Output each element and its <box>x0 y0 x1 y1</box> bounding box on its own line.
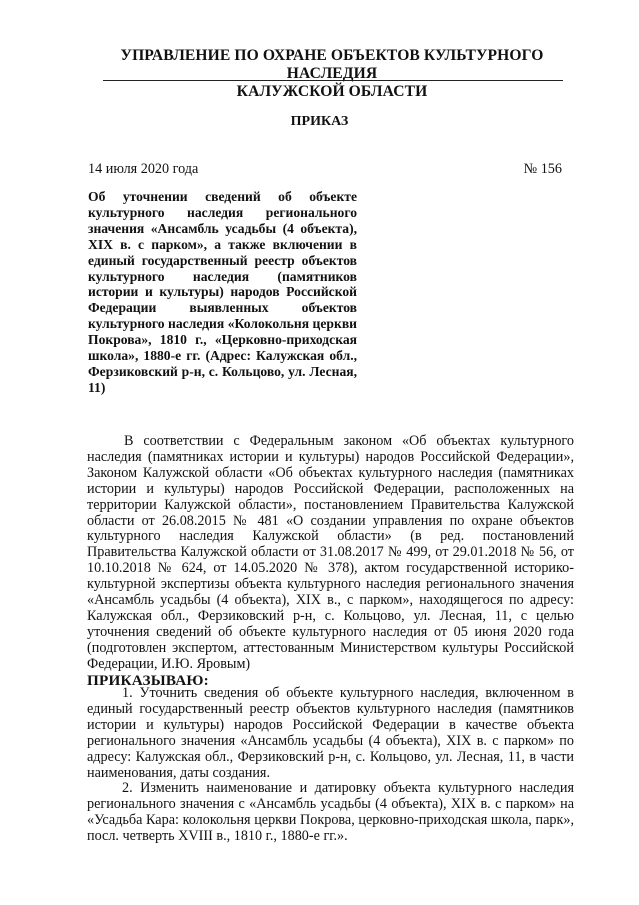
order-number: № 156 <box>523 161 562 177</box>
order-item: 2. Изменить наименование и датировку объекта культурного наследия регионального значения с «Ансамбль усадьбы (4 объекта), XIX в. с парком» на «Усадьба Кара: колокольня церкви Покрова, церковно-приходская школа, парк», посл. четверть XVIII в., 1810 г., 1880-е гг.». <box>87 780 574 845</box>
order-items <box>87 686 574 845</box>
order-title: Об уточнении сведений об объекте культурного наследия регионального значения «Ансамбль усадьбы (4 объекта), XIX в. с парком», а также включении в единый государственный реестр объектов культурного наследия (памятников истории и культуры) народов Российской Федерации выявленных объектов культурного наследия «Колокольня церкви Покрова», 1810 г., «Церковно-приходская школа», 1880-е гг. (Адрес: Калужская обл., Ферзиковский р-н, с. Кольцово, ул. Лесная, 11) <box>88 189 357 395</box>
agency-header-line1: УПРАВЛЕНИЕ ПО ОХРАНЕ ОБЪЕКТОВ КУЛЬТУРНОГО НАСЛЕДИЯ <box>120 47 544 82</box>
order-word: ПРИКАЗЫВАЮ: <box>87 671 209 689</box>
order-date: 14 июля 2020 года <box>88 161 199 177</box>
preamble-text: В соответствии с Федеральным законом «Об объектах культурного наследия (памятниках истории и культуры) народов Российской Федерации», Законом Калужской области «Об объектах культурного наследия (памятниках истории и культуры) народов Российской Федерации, расположенных на территории Калужской области», постановлением Правительства Калужской области от 26.08.2015 № 481 «О создании управления по охране объектов культурного наследия Калужской области» (в ред. постановлений Правительства Калужской области от 31.08.2017 № 499, от 29.01.2018 № 56, от 10.10.2018 № 624, от 14.05.2020 № 378), актом государственной историко-культурной экспертизы объекта культурного наследия регионального значения «Ансамбль усадьбы (4 объекта), XIX в., с парком», находящегося по адресу: Калужская обл., Ферзиковский р-н, с. Кольцово, ул. Лесная, 11, с целью уточнения сведений об объекте культурного наследия от 05 июня 2020 года (подготовлен экспертом, аттестованным Министерством культуры Российской Федерации, И.Ю. Яровым) <box>87 433 574 672</box>
preamble-section <box>87 434 574 689</box>
order-item: 1. Уточнить сведения об объекте культурного наследия, включенном в единый государственный реестр объектов культурного наследия (памятников истории и культуры) народов Российской Федерации в качестве объекта регионального значения «Ансамбль усадьбы (4 объекта), XIX в. с парком» по адресу: Калужская обл., Ферзиковский р-н, с. Кольцово, ул. Лесная, 11, в части наименования, даты создания. <box>87 685 574 781</box>
agency-header <box>80 47 584 101</box>
agency-header-line2: КАЛУЖСКОЙ ОБЛАСТИ <box>236 83 428 100</box>
header-underline <box>103 80 563 81</box>
document-type: ПРИКАЗ <box>290 114 349 129</box>
